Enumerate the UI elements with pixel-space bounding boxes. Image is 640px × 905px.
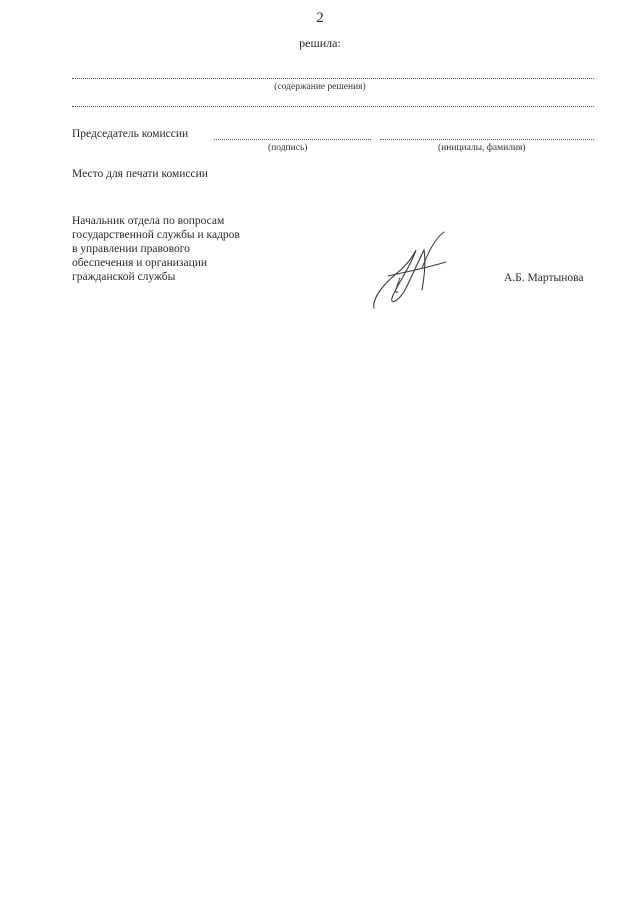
seal-place: Место для печати комиссии <box>72 168 208 180</box>
official-title <box>72 214 240 284</box>
signature-line <box>214 139 371 140</box>
name-line <box>380 139 594 140</box>
decision-line-2 <box>72 106 594 107</box>
decided-heading: решила: <box>299 36 341 50</box>
decision-caption: (содержание решения) <box>274 82 366 92</box>
signature-caption: (подпись) <box>268 143 308 153</box>
official-title-line: Начальник отдела по вопросам <box>72 215 225 227</box>
decision-line-1 <box>72 78 594 79</box>
page-number: 2 <box>316 10 324 26</box>
handwritten-signature <box>366 228 456 314</box>
official-title-line: в управлении правового <box>72 243 190 255</box>
official-title-line: гражданской службы <box>72 271 176 283</box>
official-title-line: государственной службы и кадров <box>72 229 240 241</box>
name-caption: (инициалы, фамилия) <box>438 143 526 153</box>
official-name: А.Б. Мартынова <box>504 272 584 284</box>
official-title-line: обеспечения и организации <box>72 257 208 269</box>
chairman-label: Председатель комиссии <box>72 128 189 140</box>
